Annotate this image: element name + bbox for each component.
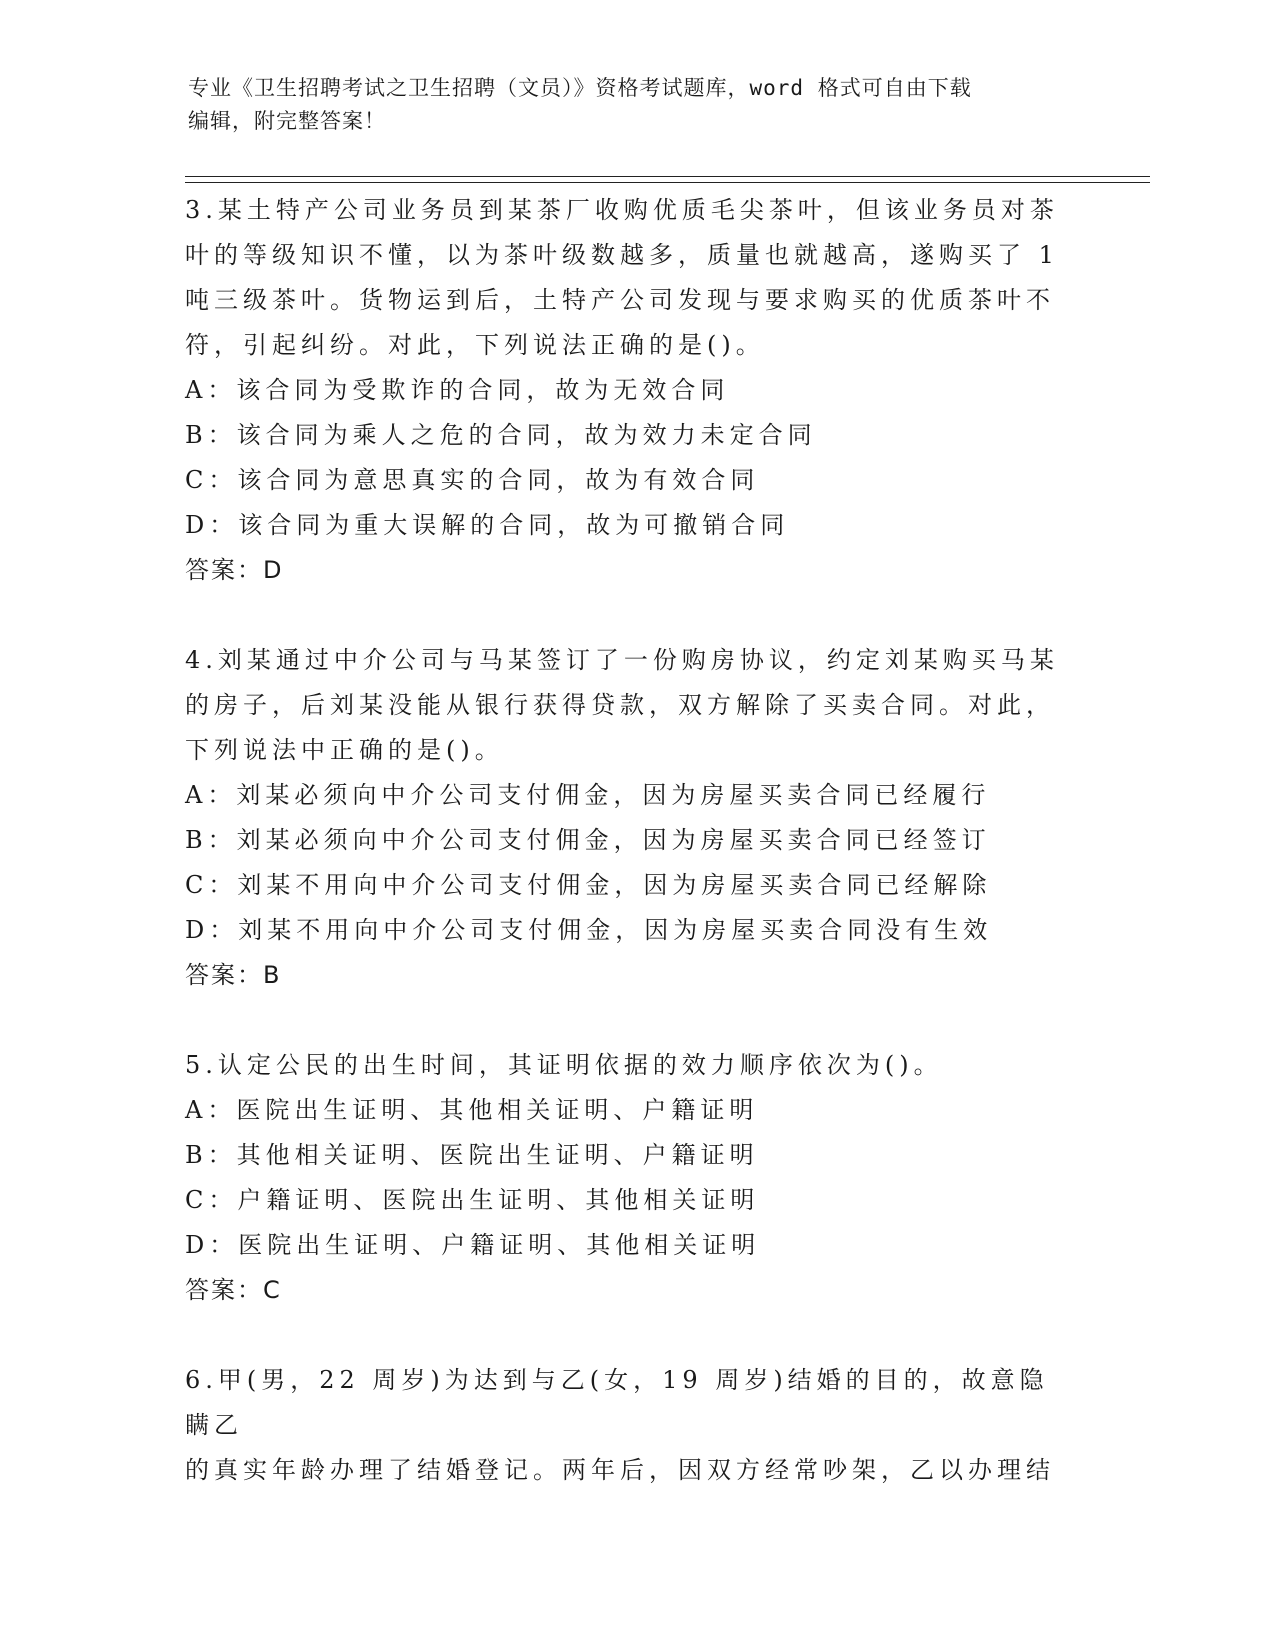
option-c: C：该合同为意思真实的合同，故为有效合同: [185, 466, 760, 494]
question-stem-line: 6.甲(男，22 周岁)为达到与乙(女，19 周岁)结婚的目的，故意隐瞒乙: [185, 1366, 1049, 1439]
question-list: [185, 188, 1085, 1493]
option-a: A：医院出生证明、其他相关证明、户籍证明: [185, 1096, 759, 1124]
question-stem-line: 叶的等级知识不懂，以为茶叶级数越多，质量也就越高，遂购买了 1: [185, 241, 1059, 269]
answer-label: 答案：C: [185, 1276, 282, 1304]
question-stem-line: 的真实年龄办理了结婚登记。两年后，因双方经常吵架，乙以办理结: [185, 1456, 1055, 1484]
question-stem-line: 符，引起纠纷。对此，下列说法正确的是()。: [185, 331, 765, 359]
question-stem-line: 4.刘某通过中介公司与马某签订了一份购房协议，约定刘某购买马某: [185, 646, 1059, 674]
option-c: C：户籍证明、医院出生证明、其他相关证明: [185, 1186, 760, 1214]
spacer: [185, 593, 1085, 638]
page-header: [188, 72, 1068, 138]
option-d: D：刘某不用向中介公司支付佣金，因为房屋买卖合同没有生效: [185, 916, 993, 944]
question-4: [185, 638, 1085, 998]
answer-label: 答案：B: [185, 961, 282, 989]
question-stem-line: 5.认定公民的出生时间，其证明依据的效力顺序依次为()。: [185, 1051, 943, 1079]
question-stem-line: 吨三级茶叶。货物运到后，土特产公司发现与要求购买的优质茶叶不: [185, 286, 1055, 314]
header-divider: [185, 176, 1150, 183]
question-3: [185, 188, 1085, 593]
option-b: B：刘某必须向中介公司支付佣金，因为房屋买卖合同已经签订: [185, 826, 991, 854]
option-d: D：医院出生证明、户籍证明、其他相关证明: [185, 1231, 761, 1259]
question-5: [185, 1043, 1085, 1313]
spacer: [185, 998, 1085, 1043]
option-c: C：刘某不用向中介公司支付佣金，因为房屋买卖合同已经解除: [185, 871, 992, 899]
spacer: [185, 1313, 1085, 1358]
question-stem-line: 下列说法中正确的是()。: [185, 736, 504, 764]
header-line-1: 专业《卫生招聘考试之卫生招聘（文员）》资格考试题库，word 格式可自由下载: [188, 76, 972, 100]
option-b: B：其他相关证明、医院出生证明、户籍证明: [185, 1141, 759, 1169]
option-b: B：该合同为乘人之危的合同，故为效力未定合同: [185, 421, 817, 449]
option-a: A：该合同为受欺诈的合同，故为无效合同: [185, 376, 730, 404]
question-stem-line: 的房子，后刘某没能从银行获得贷款，双方解除了买卖合同。对此，: [185, 691, 1055, 719]
header-line-2: 编辑，附完整答案！: [188, 109, 386, 133]
option-a: A：刘某必须向中介公司支付佣金，因为房屋买卖合同已经履行: [185, 781, 991, 809]
option-d: D：该合同为重大误解的合同，故为可撤销合同: [185, 511, 790, 539]
answer-label: 答案：D: [185, 556, 284, 584]
question-6: [185, 1358, 1085, 1493]
question-stem-line: 3.某土特产公司业务员到某茶厂收购优质毛尖茶叶，但该业务员对茶: [185, 196, 1059, 224]
